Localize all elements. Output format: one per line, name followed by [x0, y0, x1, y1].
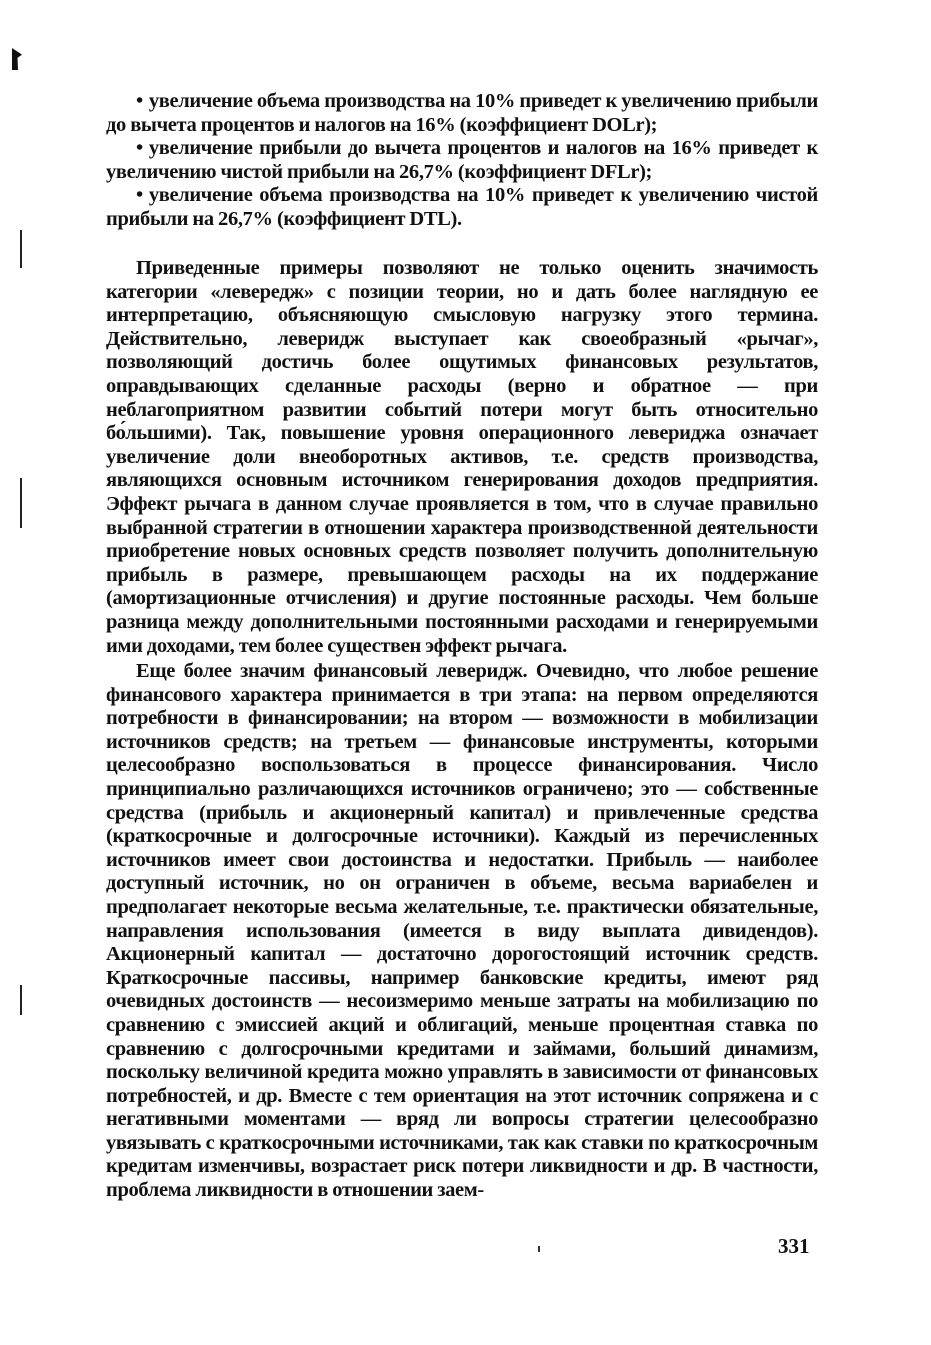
- page-number: 331: [778, 1234, 810, 1258]
- bullet-item: [106, 184, 818, 231]
- margin-bar: [20, 478, 22, 528]
- paragraph-block: [106, 257, 818, 658]
- bullet-item: [106, 90, 818, 137]
- bullet-item: [106, 137, 818, 184]
- bullet-text: увеличение прибыли до вычета процентов и налогов на 16% приведет к увеличению чистой прибыли на 26,7% (коэффициент DFLr);: [106, 137, 818, 183]
- bullet-list: [106, 90, 818, 232]
- body-paragraph: Еще более значим финансовый леверидж. Очевидно, что любое решение финансового характера принимается в три этапа: на первом определяются потребности в финансировании; на втором — возможности в мобилизации источников средств; на третьем — финансовые инструменты, которыми целесообразно воспользоваться в процессе финансирования. Число принципиально различающихся источников ограничено; это — собственные средства (прибыль и акционерный капитал) и привлеченные средства (краткосрочные и долгосрочные источники). Каждый из перечисленных источников имеет свои достоинства и недостатки. Прибыль — наиболее доступный источник, но он ограничен в объеме, весьма вариабелен и предполагает некоторые весьма желательные, т.е. практически обязательные, направления использования (имеется в виду выплата дивидендов). Акционерный капитал — достаточно дорогостоящий источник средств. Краткосрочные пассивы, например банковские кредиты, имеют ряд очевидных достоинств — несоизмеримо меньше затраты на мобилизацию по сравнению с эмиссией акций и облигаций, меньше процентная ставка по сравнению с долгосрочными кредитами и займами, больший динамизм, поскольку величиной кредита можно управлять в зависимости от финансовых потребностей, и др. Вместе с тем ориентация на этот источник сопряжена и с негативными моментами — вряд ли вопросы стратегии целесообразно увязывать с краткосрочными источниками, так как ставки по краткосрочным кредитам изменчивы, возрастает риск потери ликвидности и др. В частности, проблема ликвидности в отношении заем-: [106, 660, 818, 1202]
- bullet-text: увеличение объема производства на 10% приведет к увеличению прибыли до вычета процентов и налогов на 16% (коэффициент DOLr);: [106, 90, 818, 136]
- scan-speck: [538, 1246, 540, 1252]
- paragraph-block: [106, 660, 818, 1203]
- bullet-text: увеличение объема производства на 10% приведет к увеличению чистой прибыли на 26,7% (коэффициент DTL).: [106, 184, 818, 230]
- margin-bar: [20, 985, 22, 1015]
- bullet-dot: •: [136, 90, 143, 112]
- bullet-dot: •: [136, 184, 143, 207]
- margin-bar: [20, 230, 22, 268]
- bullet-dot: •: [136, 137, 143, 160]
- body-paragraph: Приведенные примеры позволяют не только оценить значимость категории «левередж» с позиции теории, но и дать более наглядную ее интерпретацию, объясняющую смысловую нагрузку этого термина. Действительно, леверидж выступает как своеобразный «рычаг», позволяющий достичь более ощутимых финансовых результатов, оправдывающих сделанные расходы (верно и обратное — при неблагоприятном развитии событий потери могут быть относительно бо́льшими). Так, повышение уровня операционного левериджа означает увеличение доли внеоборотных активов, т.е. средств производства, являющихся основным источником генерирования доходов предприятия. Эффект рычага в данном случае проявляется в том, что в случае правильно выбранной стратегии в отношении характера производственной деятельности приобретение новых основных средств позволяет получить дополнительную прибыль в размере, превышающем расходы на их поддержание (амортизационные отчисления) и другие постоянные расходы. Чем больше разница между дополнительными постоянными расходами и генерируемыми ими доходами, тем более существен эффект рычага.: [106, 257, 818, 657]
- corner-scan-mark: [12, 48, 22, 70]
